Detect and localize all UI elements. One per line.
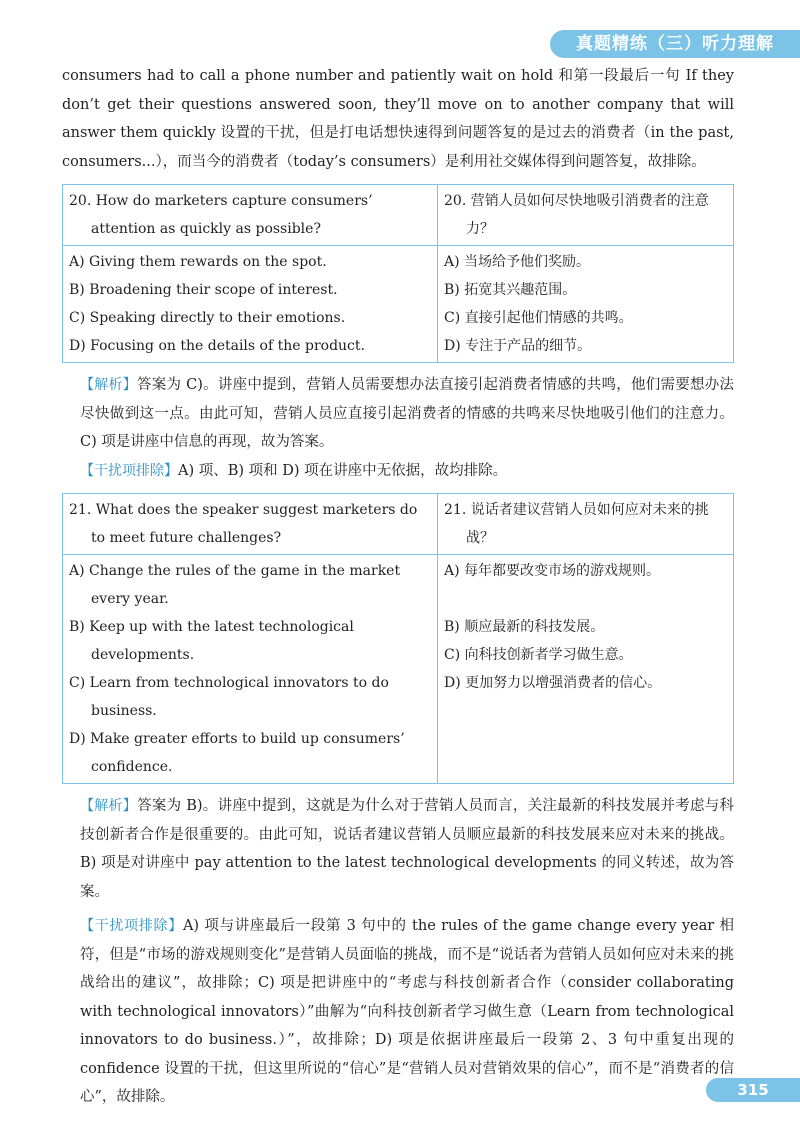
page-content <box>62 62 734 1112</box>
q20-analysis-text: 答案为 C)。讲座中提到，营销人员需要想办法直接引起消费者情感的共鸣，他们需要想办法尽快做到这一点。由此可知，营销人员应直接引起消费者的情感的共鸣来尽快地吸引他们的注意力。C) 项是讲座中信息的再现，故为答案。 <box>80 377 735 450</box>
q21-option-d-zh: D) 更加努力以增强消费者的信心。 <box>444 675 662 691</box>
q21-options-zh <box>438 555 734 784</box>
q20-option-b-zh: B) 拓宽其兴趣范围。 <box>444 282 577 298</box>
q20-option-c-zh: C) 直接引起他们情感的共鸣。 <box>444 310 633 326</box>
q21-option-b-en: B) Keep up with the latest technological developments. <box>69 619 354 663</box>
intro-paragraph: consumers had to call a phone number and patiently wait on hold 和第一段最后一句 If they don’t get their questions answered soon, they’ll move on to another company that will answer them quickly 设置的干扰，但是打电话想快速得到问题答复的是过去的消费者（in the past, consumers...），而当今的消费者（today’s consumers）是利用社交媒体得到问题答复，故排除。 <box>62 68 734 170</box>
question-20-table <box>62 184 734 363</box>
q20-distractor-text: A) 项、B) 项和 D) 项在讲座中无依据，故均排除。 <box>178 462 508 479</box>
q21-analysis <box>62 792 734 906</box>
q21-option-c-en: C) Learn from technological innovators to do business. <box>69 675 389 719</box>
q20-option-a-zh: A) 当场给予他们奖励。 <box>444 254 591 270</box>
analysis-tag: 【解析】 <box>80 377 138 393</box>
q20-options-en <box>63 246 438 363</box>
distractor-tag: 【干扰项排除】 <box>80 462 178 479</box>
q20-distractor <box>62 457 734 486</box>
q21-analysis-text: 答案为 B)。讲座中提到，这就是为什么对于营销人员而言，关注最新的科技发展并考虑与科技创新者合作是很重要的。由此可知，说话者建议营销人员顺应最新的科技发展来应对未来的挑战。B) 项是对讲座中 pay attention to the latest technological developments 的同义转述，故为答案。 <box>80 798 735 900</box>
q20-options-zh <box>438 246 734 363</box>
page-number: 315 <box>706 1078 800 1102</box>
q20-option-a-en: A) Giving them rewards on the spot. <box>69 254 327 270</box>
q21-option-a-en: A) Change the rules of the game in the market every year. <box>69 563 401 607</box>
q20-question-en: 20. How do marketers capture consumers’ attention as quickly as possible? <box>63 185 438 246</box>
q21-option-b-zh: B) 顺应最新的科技发展。 <box>444 619 605 635</box>
q20-option-c-en: C) Speaking directly to their emotions. <box>69 310 346 326</box>
question-21-table <box>62 493 734 784</box>
section-header: 真题精练（三）听力理解 <box>550 30 800 58</box>
analysis-tag: 【解析】 <box>80 798 138 814</box>
q21-options-en <box>63 555 438 784</box>
distractor-tag: 【干扰项排除】 <box>80 918 183 934</box>
q20-option-d-en: D) Focusing on the details of the product. <box>69 338 365 354</box>
q20-question-zh: 20. 营销人员如何尽快地吸引消费者的注意力？ <box>438 185 734 246</box>
q21-question-en: 21. What does the speaker suggest marketers do to meet future challenges? <box>63 494 438 555</box>
q20-analysis <box>62 371 734 457</box>
q21-option-c-zh: C) 向科技创新者学习做生意。 <box>444 647 633 663</box>
q21-question-zh: 21. 说话者建议营销人员如何应对未来的挑战？ <box>438 494 734 555</box>
q21-distractor-text: A) 项与讲座最后一段第 3 句中的 the rules of the game change every year 相符，但是“市场的游戏规则变化”是营销人员面临的挑战，而不是“说话者为营销人员如何应对未来的挑战给出的建议”，故排除；C) 项是把讲座中的“考虑与科技创新者合作（consider collaborating with technological innovators）”曲解为“向科技创新者学习做生意（Learn from technological innovators to do business.）”，故排除；D) 项是依据讲座最后一段第 2、3 句中重复出现的 confidence 设置的干扰，但这里所说的“信心”是“营销人员对营销效果的信心”，而不是“消费者的信心”，故排除。 <box>80 918 734 1105</box>
q20-option-d-zh: D) 专注于产品的细节。 <box>444 338 592 354</box>
q21-option-a-zh: A) 每年都要改变市场的游戏规则。 <box>444 563 661 579</box>
q21-distractor <box>62 912 734 1112</box>
q21-option-d-en: D) Make greater efforts to build up consumers’ confidence. <box>69 731 405 775</box>
q20-option-b-en: B) Broadening their scope of interest. <box>69 282 338 298</box>
